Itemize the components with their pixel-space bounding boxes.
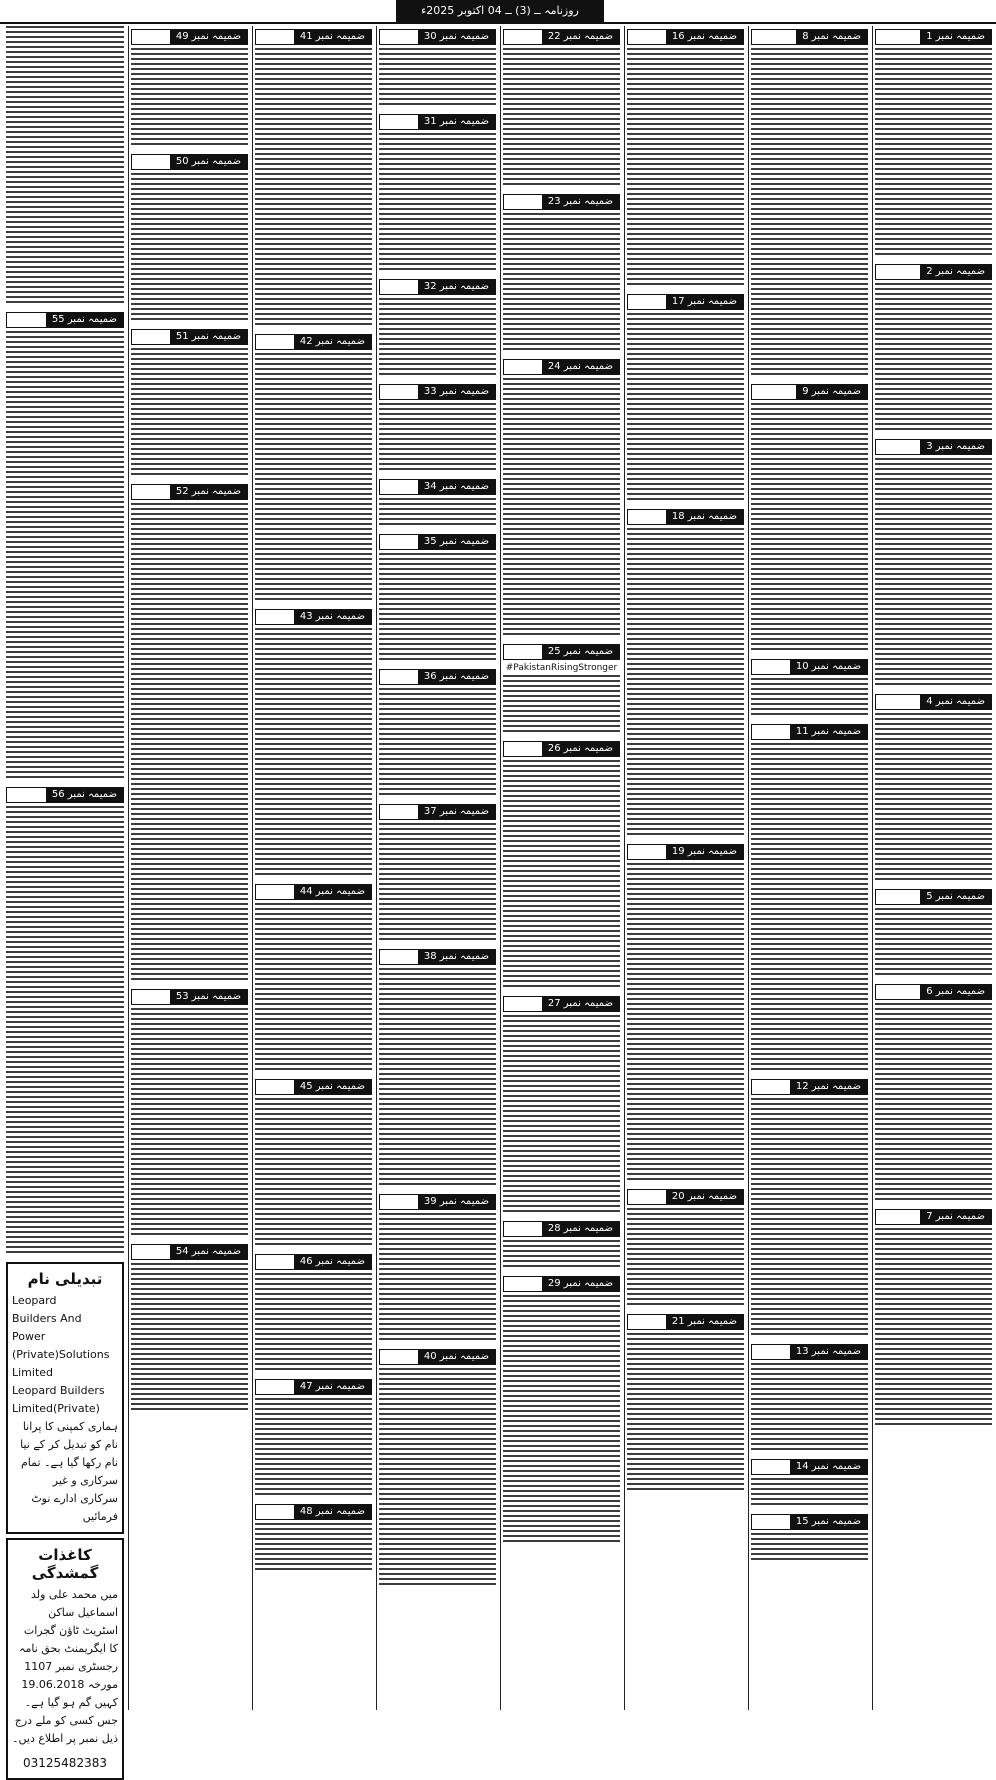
classified-notice — [627, 1314, 744, 1493]
notice-number-label: ضمیمہ نمبر 13 — [790, 1345, 867, 1359]
notice-number-label: ضمیمہ نمبر 54 — [170, 1245, 247, 1259]
classified-notice — [255, 334, 372, 603]
notice-body-text — [875, 908, 992, 978]
notice-number-badge — [131, 1244, 248, 1260]
notice-number-badge — [751, 1344, 868, 1360]
notice-number-label: ضمیمہ نمبر 34 — [418, 480, 495, 494]
notice-body-text — [379, 498, 496, 528]
notice-number-badge — [379, 479, 496, 495]
classified-notice — [255, 29, 372, 328]
notice-number-label: ضمیمہ نمبر 37 — [418, 805, 495, 819]
notice-number-label: ضمیمہ نمبر 17 — [666, 295, 743, 309]
contact-phone: 03125482383 — [23, 1756, 107, 1770]
notice-number-badge — [131, 29, 248, 45]
classified-notice — [875, 889, 992, 978]
notice-number-badge — [131, 329, 248, 345]
notice-number-badge — [875, 29, 992, 45]
notice-number-label: ضمیمہ نمبر 7 — [920, 1210, 991, 1224]
notice-number-label: ضمیمہ نمبر 8 — [796, 30, 867, 44]
notice-body-text — [379, 553, 496, 663]
notice-number-label: ضمیمہ نمبر 38 — [418, 950, 495, 964]
classified-notice — [751, 1079, 868, 1338]
notice-number-badge — [875, 889, 992, 905]
notice-number-label: ضمیمہ نمبر 30 — [418, 30, 495, 44]
notice-body-text — [379, 403, 496, 473]
notice-number-badge — [255, 1504, 372, 1520]
notice-number-label: ضمیمہ نمبر 39 — [418, 1195, 495, 1209]
notice-number-badge — [875, 264, 992, 280]
notice-body-text — [255, 1398, 372, 1498]
classified-notice — [131, 484, 248, 983]
notice-number-label: ضمیمہ نمبر 16 — [666, 30, 743, 44]
company-name-line: Leopard — [12, 1294, 57, 1307]
boxed-notice-text: میں محمد علی ولد اسماعیل ساکن اسٹریٹ ٹاؤن گجرات کا ایگریمنٹ بحق نامہ رجسٹری نمبر 1107 مورخہ 19.06.2018 کہیں گم ہو گیا ہے۔ جس کسی کو ملے درج ذیل نمبر پر اطلاع دیں۔ — [12, 1588, 118, 1745]
notice-body-text — [875, 1003, 992, 1203]
notice-number-badge — [751, 29, 868, 45]
notice-body-text — [131, 48, 248, 148]
classified-notice — [627, 29, 744, 288]
column-8 — [4, 26, 126, 1770]
company-name-line: Builders And Power — [12, 1312, 82, 1343]
notice-body-text — [379, 1368, 496, 1588]
classified-notice — [751, 1344, 868, 1453]
classified-notice — [6, 26, 124, 306]
notice-number-badge — [875, 439, 992, 455]
notice-number-badge — [751, 384, 868, 400]
notice-number-label: ضمیمہ نمبر 19 — [666, 845, 743, 859]
notice-number-label: ضمیمہ نمبر 20 — [666, 1190, 743, 1204]
notice-number-badge — [131, 154, 248, 170]
classified-notice — [751, 659, 868, 718]
classified-notice — [379, 669, 496, 798]
classified-notice — [627, 844, 744, 1183]
notice-number-badge — [627, 29, 744, 45]
notice-number-label: ضمیمہ نمبر 46 — [294, 1255, 371, 1269]
notice-body-text — [627, 1208, 744, 1308]
company-name-line: Limited(Private) — [12, 1402, 100, 1415]
classified-notice — [379, 804, 496, 943]
notice-number-badge — [751, 1459, 868, 1475]
classified-notice — [627, 1189, 744, 1308]
notice-number-badge — [255, 1379, 372, 1395]
notice-body-text — [255, 1098, 372, 1248]
notice-body-text — [255, 903, 372, 1073]
notice-number-label: ضمیمہ نمبر 45 — [294, 1080, 371, 1094]
notice-number-label: ضمیمہ نمبر 42 — [294, 335, 371, 349]
notice-number-label: ضمیمہ نمبر 32 — [418, 280, 495, 294]
classified-notice — [751, 384, 868, 653]
notice-number-label: ضمیمہ نمبر 35 — [418, 535, 495, 549]
notice-number-badge — [379, 1194, 496, 1210]
notice-body-text — [379, 133, 496, 273]
notice-number-label: ضمیمہ نمبر 10 — [790, 660, 867, 674]
notice-number-label: ضمیمہ نمبر 25 — [542, 645, 619, 659]
notice-number-label: ضمیمہ نمبر 43 — [294, 610, 371, 624]
column-6 — [252, 26, 374, 1710]
column-3 — [624, 26, 746, 1710]
notice-number-label: ضمیمہ نمبر 6 — [920, 985, 991, 999]
notice-body-text — [751, 1363, 868, 1453]
classified-notice — [379, 279, 496, 378]
notice-body-text — [131, 1263, 248, 1413]
classified-notice — [131, 989, 248, 1238]
notice-body-text — [875, 458, 992, 688]
notice-body-text — [379, 688, 496, 798]
classified-notice — [255, 1504, 372, 1573]
classified-notice — [379, 29, 496, 108]
classified-notice — [503, 996, 620, 1215]
notice-body-text — [751, 1533, 868, 1563]
notice-number-label: ضمیمہ نمبر 27 — [542, 997, 619, 1011]
notice-number-badge — [379, 669, 496, 685]
notice-number-label: ضمیمہ نمبر 14 — [790, 1460, 867, 1474]
notice-body-text — [751, 678, 868, 718]
notice-number-badge — [255, 609, 372, 625]
notice-number-badge — [255, 334, 372, 350]
classified-notice — [875, 29, 992, 258]
notice-body-text — [875, 48, 992, 258]
notice-number-label: ضمیمہ نمبر 2 — [920, 265, 991, 279]
notice-body-text — [379, 968, 496, 1188]
notice-body-text — [131, 503, 248, 983]
classified-notice — [875, 264, 992, 433]
notice-number-badge — [503, 996, 620, 1012]
notice-number-label: ضمیمہ نمبر 41 — [294, 30, 371, 44]
notice-number-label: ضمیمہ نمبر 26 — [542, 742, 619, 756]
column-4 — [500, 26, 622, 1710]
notice-number-label: ضمیمہ نمبر 50 — [170, 155, 247, 169]
classified-notice — [131, 29, 248, 148]
notice-number-label: ضمیمہ نمبر 4 — [920, 695, 991, 709]
notice-body-text — [627, 313, 744, 503]
notice-body-text — [255, 353, 372, 603]
notice-body-text — [255, 48, 372, 328]
classified-notice — [379, 114, 496, 273]
masthead-banner — [396, 0, 604, 22]
notice-body-text — [627, 1333, 744, 1493]
notice-number-badge — [875, 694, 992, 710]
classified-notice — [131, 154, 248, 323]
boxed-notice — [6, 1262, 124, 1534]
notice-number-badge — [379, 114, 496, 130]
notice-number-label: ضمیمہ نمبر 36 — [418, 670, 495, 684]
notice-number-label: ضمیمہ نمبر 3 — [920, 440, 991, 454]
classified-notice — [131, 329, 248, 478]
notice-body-text — [379, 1213, 496, 1343]
notice-body-text — [255, 1273, 372, 1373]
notice-number-badge — [255, 884, 372, 900]
classified-notice — [875, 694, 992, 883]
notice-number-badge — [751, 1079, 868, 1095]
classified-notice — [503, 359, 620, 638]
company-name-line: Limited — [12, 1366, 54, 1379]
notice-number-badge — [379, 29, 496, 45]
boxed-notice — [6, 1538, 124, 1780]
notice-number-badge — [131, 484, 248, 500]
classified-notice — [379, 1349, 496, 1588]
classified-notice — [875, 439, 992, 688]
notice-body-text — [875, 1228, 992, 1428]
classified-notice — [379, 949, 496, 1188]
notice-body-text — [503, 213, 620, 353]
notice-body-text — [503, 378, 620, 638]
notice-body-text — [875, 283, 992, 433]
notice-number-badge — [751, 659, 868, 675]
notice-number-badge — [503, 741, 620, 757]
notice-body-text — [131, 1008, 248, 1238]
notice-body-text — [379, 48, 496, 108]
classified-notice — [255, 1079, 372, 1248]
classified-notice — [627, 509, 744, 838]
company-name-line: (Private)Solutions — [12, 1348, 110, 1361]
notice-number-badge — [627, 509, 744, 525]
notice-number-label: ضمیمہ نمبر 56 — [46, 788, 123, 802]
notice-number-badge — [503, 1221, 620, 1237]
boxed-notice-title: کاغذات گمشدگی — [31, 1546, 99, 1582]
column-5 — [376, 26, 498, 1710]
notice-number-label: ضمیمہ نمبر 12 — [790, 1080, 867, 1094]
company-name-line: Leopard Builders — [12, 1384, 105, 1397]
classified-notice — [255, 1379, 372, 1498]
notice-body-text — [503, 1015, 620, 1215]
notice-number-label: ضمیمہ نمبر 48 — [294, 1505, 371, 1519]
notice-number-badge — [255, 1254, 372, 1270]
notice-body-text — [503, 1240, 620, 1270]
notice-body-text — [503, 48, 620, 188]
notice-body-text — [255, 1523, 372, 1573]
classified-notice — [751, 29, 868, 378]
classified-notice — [503, 194, 620, 353]
notice-body-text — [751, 48, 868, 378]
notice-number-badge — [627, 1189, 744, 1205]
notice-number-badge — [751, 724, 868, 740]
notice-body-text — [6, 331, 124, 781]
notice-number-label: ضمیمہ نمبر 29 — [542, 1277, 619, 1291]
notice-number-badge — [131, 989, 248, 1005]
notice-body-text — [379, 823, 496, 943]
notice-number-label: ضمیمہ نمبر 53 — [170, 990, 247, 1004]
notice-number-badge — [627, 294, 744, 310]
masthead-text: روزنامہ ــ (3) ــ 04 اکتوبر 2025ء — [421, 4, 579, 17]
column-2 — [748, 26, 870, 1710]
notice-body-text — [751, 403, 868, 653]
notice-number-label: ضمیمہ نمبر 52 — [170, 485, 247, 499]
notice-number-badge — [875, 1209, 992, 1225]
classified-notice — [379, 1194, 496, 1343]
classified-notice — [751, 724, 868, 1073]
notice-number-badge — [379, 949, 496, 965]
notice-number-badge — [379, 534, 496, 550]
column-7 — [128, 26, 250, 1710]
notice-body-text — [751, 1478, 868, 1508]
classified-notice — [379, 534, 496, 663]
boxed-notice-title: تبدیلی نام — [27, 1270, 103, 1288]
notice-number-label: ضمیمہ نمبر 1 — [920, 30, 991, 44]
notice-number-label: ضمیمہ نمبر 21 — [666, 1315, 743, 1329]
notice-number-label: ضمیمہ نمبر 55 — [46, 313, 123, 327]
notice-number-label: ضمیمہ نمبر 28 — [542, 1222, 619, 1236]
notice-body-text — [131, 348, 248, 478]
classified-notice — [875, 984, 992, 1203]
notice-number-badge — [6, 312, 124, 328]
notice-body-text — [131, 173, 248, 323]
classified-columns — [2, 26, 994, 1770]
notice-body-text — [627, 48, 744, 288]
notice-number-badge — [503, 194, 620, 210]
classified-notice — [627, 294, 744, 503]
notice-number-label: ضمیمہ نمبر 15 — [790, 1515, 867, 1529]
notice-number-badge — [379, 804, 496, 820]
column-1 — [872, 26, 994, 1710]
classified-notice — [131, 1244, 248, 1413]
notice-body-text — [751, 743, 868, 1073]
classified-notice — [503, 741, 620, 990]
classified-notice — [503, 644, 620, 735]
notice-number-badge — [255, 1079, 372, 1095]
classified-notice — [255, 884, 372, 1073]
notice-body-text — [875, 713, 992, 883]
notice-number-badge — [503, 1276, 620, 1292]
notice-number-badge — [503, 29, 620, 45]
notice-number-badge — [627, 844, 744, 860]
notice-body-text — [6, 26, 124, 306]
classified-notice — [503, 1276, 620, 1545]
classified-notice — [875, 1209, 992, 1428]
notice-number-label: ضمیمہ نمبر 44 — [294, 885, 371, 899]
notice-number-badge — [503, 644, 620, 660]
notice-body-text — [627, 528, 744, 838]
notice-number-badge — [6, 787, 124, 803]
notice-number-badge — [379, 279, 496, 295]
notice-number-label: ضمیمہ نمبر 22 — [542, 30, 619, 44]
classified-notice — [379, 384, 496, 473]
notice-number-badge — [255, 29, 372, 45]
notice-number-label: ضمیمہ نمبر 5 — [920, 890, 991, 904]
notice-body-text — [627, 863, 744, 1183]
notice-number-label: ضمیمہ نمبر 18 — [666, 510, 743, 524]
notice-number-badge — [379, 1349, 496, 1365]
notice-number-label: ضمیمہ نمبر 47 — [294, 1380, 371, 1394]
header-rule — [0, 22, 996, 24]
notice-number-badge — [751, 1514, 868, 1530]
notice-number-badge — [875, 984, 992, 1000]
hashtag-text: #PakistanRisingStronger — [505, 663, 618, 673]
notice-body-text — [6, 806, 124, 1256]
notice-number-label: ضمیمہ نمبر 23 — [542, 195, 619, 209]
classified-notice — [751, 1514, 868, 1563]
classified-notice — [379, 479, 496, 528]
notice-number-label: ضمیمہ نمبر 24 — [542, 360, 619, 374]
notice-number-label: ضمیمہ نمبر 49 — [170, 30, 247, 44]
notice-number-label: ضمیمہ نمبر 40 — [418, 1350, 495, 1364]
notice-number-badge — [379, 384, 496, 400]
classified-notice — [503, 1221, 620, 1270]
classified-notice — [6, 312, 124, 781]
notice-number-label: ضمیمہ نمبر 31 — [418, 115, 495, 129]
classified-notice — [255, 1254, 372, 1373]
boxed-notice-text: ہماری کمپنی کا پرانا نام کو تبدیل کر کے نیا نام رکھا گیا ہے۔ تمام سرکاری و غیر سرکاری ادارے نوٹ فرمائیں — [20, 1420, 118, 1523]
classified-notice — [751, 1459, 868, 1508]
classified-notice — [503, 29, 620, 188]
notice-number-label: ضمیمہ نمبر 51 — [170, 330, 247, 344]
notice-body-text — [751, 1098, 868, 1338]
notice-body-text — [379, 298, 496, 378]
notice-number-label: ضمیمہ نمبر 9 — [796, 385, 867, 399]
notice-number-badge — [627, 1314, 744, 1330]
notice-number-label: ضمیمہ نمبر 33 — [418, 385, 495, 399]
notice-number-label: ضمیمہ نمبر 11 — [790, 725, 867, 739]
notice-body-text — [503, 675, 620, 735]
notice-body-text — [503, 1295, 620, 1545]
classified-notice — [6, 787, 124, 1256]
classified-notice — [255, 609, 372, 878]
notice-number-badge — [503, 359, 620, 375]
notice-body-text — [255, 628, 372, 878]
notice-body-text — [503, 760, 620, 990]
